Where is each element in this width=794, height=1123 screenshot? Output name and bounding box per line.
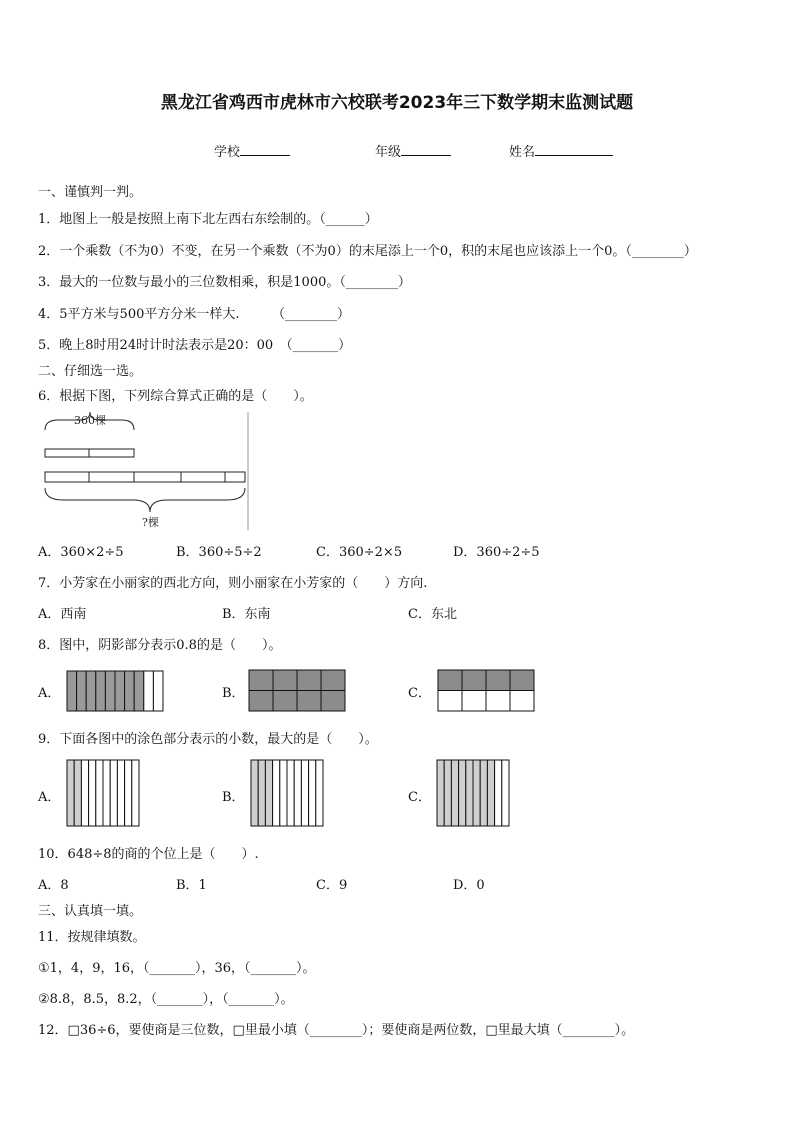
shaded-cell [486, 670, 510, 691]
q9-figure-c [436, 759, 510, 827]
question-11-part-2: ②8.8，8.5，8.2，（_______），（_______）。 [38, 992, 294, 1007]
shaded-strip [459, 760, 466, 826]
question-9: 9．下面各图中的涂色部分表示的小数，最大的是（ ）。 [38, 732, 378, 747]
shaded-cell [438, 670, 462, 691]
shaded-cell [321, 670, 345, 691]
q8-figure-c [437, 669, 535, 712]
school-label: 学校 [214, 145, 241, 160]
blank-strip [273, 760, 280, 826]
name-field [509, 141, 613, 160]
bottom-label: ?棵 [142, 516, 159, 529]
shaded-strip [134, 671, 144, 711]
question-2: 2．一个乘数（不为0）不变，在另一个乘数（不为0）的末尾添上一个0，积的末尾也应该添上一个0。（________） [38, 244, 697, 259]
shaded-strip [265, 760, 272, 826]
school-blank[interactable] [240, 143, 290, 156]
shaded-strip [74, 760, 81, 826]
shaded-strip [466, 760, 473, 826]
shaded-strip [473, 760, 480, 826]
q9-option-b[interactable]: B． [222, 790, 245, 805]
q6-option-a[interactable]: A．360×2÷5 [38, 545, 124, 560]
q10-option-c[interactable]: C．9 [316, 878, 348, 893]
q8-option-c[interactable]: C． [408, 686, 431, 701]
shaded-strip [96, 671, 106, 711]
q7-option-b[interactable]: B．东南 [222, 607, 271, 622]
blank-strip [287, 760, 294, 826]
question-3: 3．最大的一位数与最小的三位数相乘，积是1000。（________） [38, 275, 411, 290]
blank-strip [103, 760, 110, 826]
shaded-cell [249, 691, 273, 712]
question-10: 10．648÷8的商的个位上是（ ）. [38, 847, 259, 862]
section-heading-1: 一、谨慎判一判。 [38, 185, 143, 200]
blank-strip [144, 671, 154, 711]
shaded-strip [67, 760, 74, 826]
q8-option-b[interactable]: B． [222, 686, 245, 701]
shaded-cell [462, 670, 486, 691]
blank-strip [153, 671, 163, 711]
blank-cell [510, 691, 534, 712]
blank-strip [132, 760, 139, 826]
blank-strip [110, 760, 117, 826]
blank-strip [81, 760, 88, 826]
shaded-strip [77, 671, 87, 711]
shaded-strip [437, 760, 444, 826]
shaded-cell [273, 691, 297, 712]
shaded-cell [297, 691, 321, 712]
blank-strip [309, 760, 316, 826]
q7-option-c[interactable]: C．东北 [408, 607, 457, 622]
question-11: 11．按规律填数。 [38, 930, 146, 945]
q8-figure-b [248, 669, 346, 712]
question-6: 6．根据下图，下列综合算式正确的是（ ）。 [38, 389, 313, 404]
shaded-strip [115, 671, 125, 711]
bottom-bar [45, 472, 245, 482]
blank-cell [438, 691, 462, 712]
q10-option-b[interactable]: B．1 [176, 878, 207, 893]
q8-figure-a [66, 670, 164, 712]
shaded-cell [249, 670, 273, 691]
shaded-strip [451, 760, 458, 826]
school-field [214, 141, 290, 160]
question-5: 5．晚上8时用24时计时法表示是20：00 （_______） [38, 338, 352, 353]
blank-strip [280, 760, 287, 826]
shaded-strip [251, 760, 258, 826]
question-7: 7．小芳家在小丽家的西北方向，则小丽家在小芳家的（ ）方向. [38, 576, 428, 591]
q6-option-b[interactable]: B．360÷5÷2 [176, 545, 262, 560]
name-label: 姓名 [509, 145, 536, 160]
blank-strip [125, 760, 132, 826]
blank-cell [462, 691, 486, 712]
top-label: 360棵 [74, 414, 106, 427]
q6-option-c[interactable]: C．360÷2×5 [316, 545, 403, 560]
question-4: 4．5平方米与500平方分米一样大. （________） [38, 307, 350, 322]
question-1: 1．地图上一般是按照上南下北左西右东绘制的。（______） [38, 212, 378, 227]
q9-option-c[interactable]: C． [408, 790, 431, 805]
shaded-cell [297, 670, 321, 691]
shaded-strip [480, 760, 487, 826]
question-12: 12．□36÷6，要使商是三位数，□里最小填（________）；要使商是两位数，□里最大填（________）。 [38, 1023, 635, 1038]
blank-strip [502, 760, 509, 826]
question-11-part-1: ①1，4，9，16，（_______），36，（_______）。 [38, 961, 316, 976]
section-heading-3: 三、认真填一填。 [38, 904, 143, 919]
blank-strip [117, 760, 124, 826]
blank-strip [316, 760, 323, 826]
shaded-strip [125, 671, 135, 711]
shaded-cell [321, 691, 345, 712]
page-title: 黑龙江省鸡西市虎林市六校联考2023年三下数学期末监测试题 [160, 93, 634, 113]
grade-blank[interactable] [401, 143, 451, 156]
blank-strip [89, 760, 96, 826]
shaded-cell [273, 670, 297, 691]
blank-strip [294, 760, 301, 826]
shaded-strip [444, 760, 451, 826]
q7-option-a[interactable]: A．西南 [38, 607, 87, 622]
q6-option-d[interactable]: D．360÷2÷5 [453, 545, 540, 560]
blank-strip [96, 760, 103, 826]
blank-cell [486, 691, 510, 712]
q9-option-a[interactable]: A． [38, 790, 61, 805]
blank-strip [495, 760, 502, 826]
shaded-strip [105, 671, 115, 711]
q8-option-a[interactable]: A． [38, 686, 61, 701]
shaded-strip [67, 671, 77, 711]
grade-label: 年级 [375, 145, 402, 160]
q10-option-a[interactable]: A．8 [38, 878, 69, 893]
name-blank[interactable] [535, 143, 613, 156]
bottom-brace [45, 488, 245, 512]
q9-figure-b [250, 759, 324, 827]
section-heading-2: 二、仔细选一选。 [38, 364, 143, 379]
shaded-strip [258, 760, 265, 826]
q9-figure-a [66, 759, 140, 827]
blank-strip [301, 760, 308, 826]
shaded-cell [510, 670, 534, 691]
shaded-strip [487, 760, 494, 826]
question-8: 8．图中，阴影部分表示0.8的是（ ）。 [38, 638, 282, 653]
shaded-strip [86, 671, 96, 711]
grade-field [375, 141, 451, 160]
q10-option-d[interactable]: D．0 [453, 878, 485, 893]
q6-segment-diagram [38, 408, 253, 530]
